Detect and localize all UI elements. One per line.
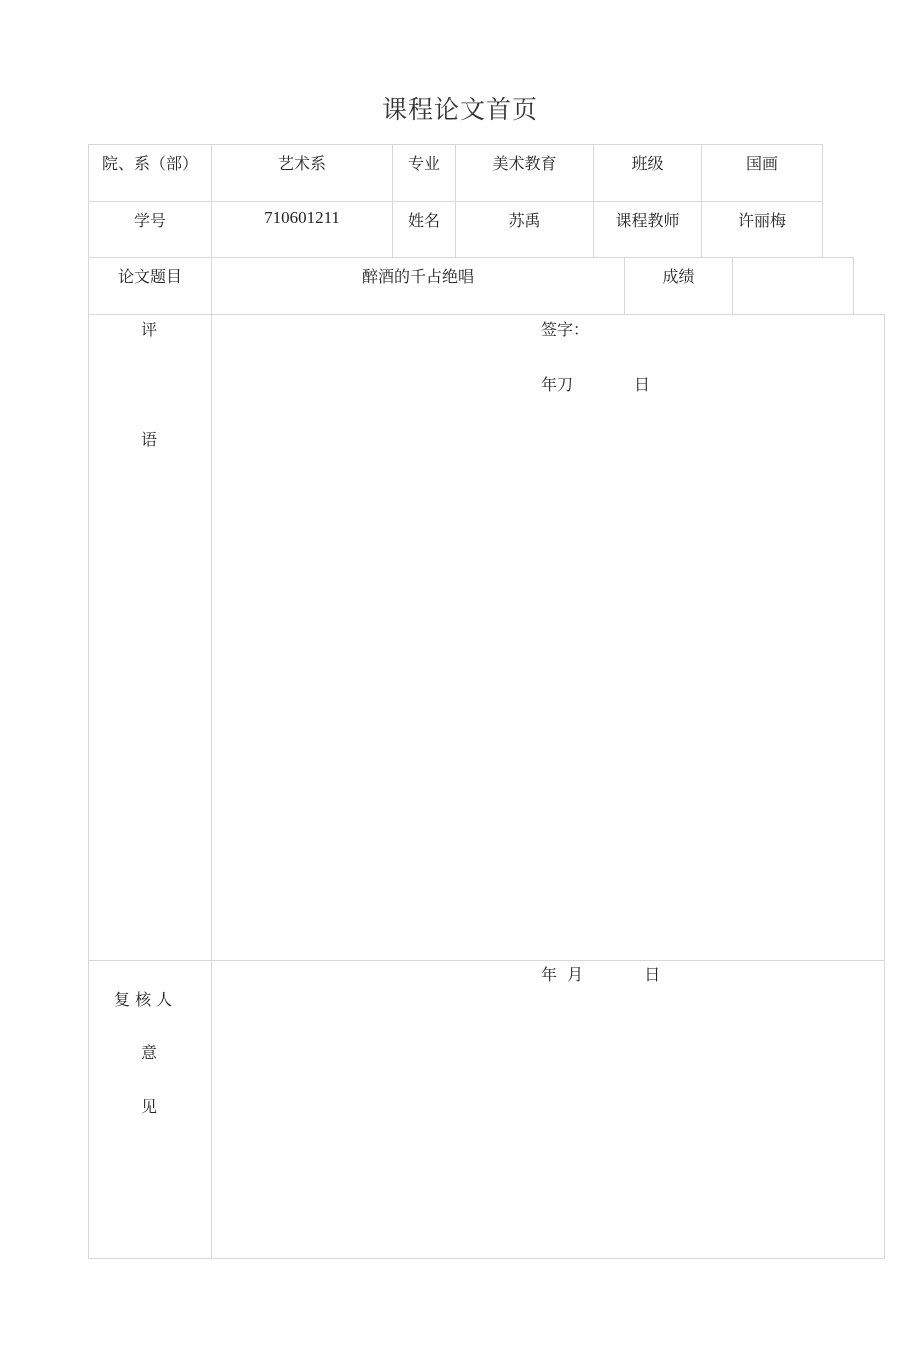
topic-label: 论文题目 — [117, 267, 182, 286]
page-title: 课程论文首页 — [381, 95, 538, 124]
comments-content-cell — [211, 314, 885, 961]
class-value-cell — [701, 144, 823, 202]
comments-label-bottom: 语 — [141, 430, 158, 449]
id-label-cell — [88, 201, 212, 258]
id-value: 710601211 — [264, 208, 340, 227]
comments-label-top: 评 — [141, 320, 158, 339]
major-label-cell — [392, 144, 456, 202]
review-content-cell — [211, 960, 885, 1259]
comments-date-line: 年刀 日 — [541, 375, 651, 394]
review-date-line: 年 月 日 — [541, 965, 661, 984]
teacher-label-cell — [593, 201, 702, 258]
dept-label: 院、系（部） — [101, 154, 198, 173]
dept-label-cell — [88, 144, 212, 202]
major-label: 专业 — [407, 154, 440, 173]
class-label: 班级 — [631, 154, 664, 173]
topic-value-cell — [211, 257, 625, 315]
score-label-cell — [624, 257, 733, 315]
review-label-line3: 见 — [141, 1097, 158, 1116]
comments-label-cell — [88, 314, 212, 961]
topic-label-cell — [88, 257, 212, 315]
signature-label: 签字： — [541, 320, 590, 339]
id-value-cell — [211, 201, 393, 258]
dept-value: 艺术系 — [277, 154, 326, 173]
topic-value: 醉酒的千占绝唱 — [361, 267, 474, 286]
name-label: 姓名 — [407, 211, 440, 230]
class-value: 国画 — [745, 154, 778, 173]
review-label-line2: 意 — [141, 1043, 158, 1062]
name-value: 苏禹 — [508, 211, 541, 230]
review-label-line1: 复 核 人 — [114, 990, 173, 1009]
score-value-cell — [732, 257, 854, 315]
score-label: 成绩 — [662, 267, 695, 286]
name-value-cell — [455, 201, 594, 258]
teacher-value-cell — [701, 201, 823, 258]
teacher-value: 许丽梅 — [737, 211, 786, 230]
id-label: 学号 — [133, 211, 166, 230]
major-value-cell — [455, 144, 594, 202]
name-label-cell — [392, 201, 456, 258]
class-label-cell — [593, 144, 702, 202]
dept-value-cell — [211, 144, 393, 202]
teacher-label: 课程教师 — [615, 211, 680, 230]
major-value: 美术教育 — [492, 154, 557, 173]
